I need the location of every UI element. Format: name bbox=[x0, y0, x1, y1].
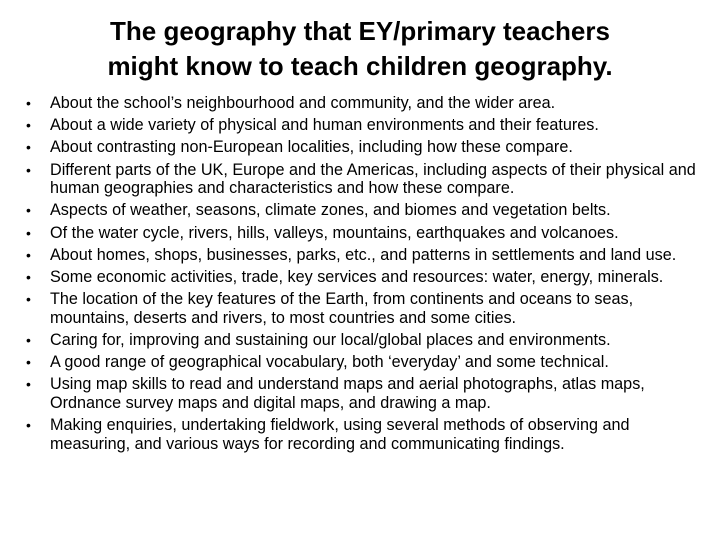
bullet-text: About the school’s neighbourhood and community, and the wider area. bbox=[50, 94, 556, 112]
bullet-item bbox=[22, 116, 702, 135]
bullet-icon: • bbox=[26, 331, 31, 348]
bullet-item bbox=[22, 331, 702, 350]
bullet-icon: • bbox=[26, 376, 31, 393]
bullet-text: About contrasting non-European localities, including how these compare. bbox=[50, 138, 573, 157]
bullet-icon: • bbox=[26, 354, 31, 371]
bullet-item bbox=[22, 201, 702, 220]
bullet-text: Making enquiries, undertaking fieldwork, using several methods of observing and measuring, and various ways for recording and communicating findings. bbox=[50, 416, 630, 453]
bullet-item bbox=[22, 94, 702, 113]
bullet-text: Using map skills to read and understand maps and aerial photographs, atlas maps, Ordnance survey maps and digital maps, and drawing a map. bbox=[50, 375, 645, 412]
bullet-item bbox=[22, 416, 702, 453]
bullet-item bbox=[22, 246, 702, 265]
bullet-icon: • bbox=[26, 268, 31, 285]
bullet-item bbox=[22, 224, 702, 243]
bullet-icon: • bbox=[26, 291, 31, 308]
bullet-text: About homes, shops, businesses, parks, etc., and patterns in settlements and land use. bbox=[50, 245, 677, 264]
bullet-text: A good range of geographical vocabulary, both ‘everyday’ and some technical. bbox=[50, 353, 609, 372]
bullet-text: Different parts of the UK, Europe and the Americas, including aspects of their physical and human geographies and characteristics and how these compare. bbox=[50, 160, 696, 198]
bullet-list bbox=[22, 94, 702, 457]
bullet-text: Of the water cycle, rivers, hills, valleys, mountains, earthquakes and volcanoes. bbox=[50, 223, 619, 242]
bullet-text: The location of the key features of the Earth, from continents and oceans to seas, mountains, deserts and rivers, to most countries and some cities. bbox=[50, 290, 634, 327]
bullet-icon: • bbox=[26, 246, 31, 263]
bullet-text: Caring for, improving and sustaining our local/global places and environments. bbox=[50, 330, 611, 349]
bullet-icon: • bbox=[26, 95, 31, 111]
slide-title bbox=[20, 14, 700, 84]
bullet-icon: • bbox=[26, 161, 31, 178]
slide-title-line-2: might know to teach children geography. bbox=[107, 51, 613, 81]
bullet-item bbox=[22, 161, 702, 198]
bullet-item bbox=[22, 138, 702, 157]
bullet-item bbox=[22, 290, 702, 327]
bullet-text: About a wide variety of physical and human environments and their features. bbox=[50, 116, 599, 135]
bullet-icon: • bbox=[26, 202, 31, 219]
bullet-item bbox=[22, 375, 702, 412]
bullet-item bbox=[22, 353, 702, 372]
bullet-text: Aspects of weather, seasons, climate zones, and biomes and vegetation belts. bbox=[50, 201, 611, 220]
bullet-item bbox=[22, 268, 702, 287]
bullet-icon: • bbox=[26, 417, 31, 434]
bullet-icon: • bbox=[26, 139, 31, 156]
bullet-icon: • bbox=[26, 117, 31, 134]
bullet-icon: • bbox=[26, 224, 31, 241]
slide-title-line-1: The geography that EY/primary teachers bbox=[110, 16, 610, 46]
bullet-text: Some economic activities, trade, key services and resources: water, energy, minerals. bbox=[50, 267, 664, 286]
